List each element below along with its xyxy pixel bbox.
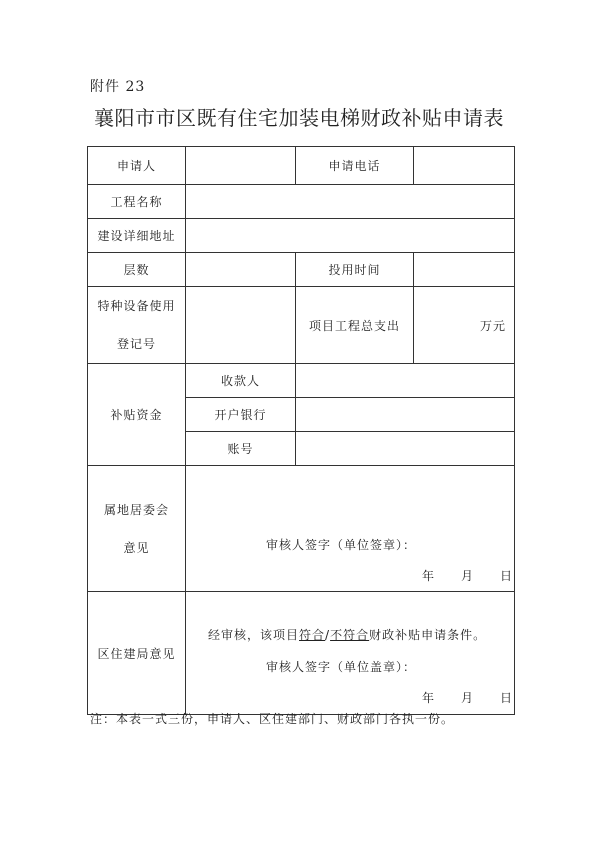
district-date-line: 年 月 日 [422,691,514,705]
review-suffix: 财政补贴申请条件。 [369,628,487,642]
equipment-registration-label [88,287,186,364]
district-signature-line: 审核人签字（单位盖章）： [266,660,417,674]
review-option-qualified[interactable]: 符合 [299,628,326,642]
total-cost-unit: 万元 [479,318,506,333]
district-review-statement [208,626,486,643]
district-opinion-field[interactable] [186,592,515,715]
floors-label: 层数 [88,253,186,287]
project-name-field[interactable] [186,185,515,219]
community-opinion-label [88,466,186,592]
applicant-label: 申请人 [88,147,186,185]
community-opinion-field[interactable] [186,466,515,592]
review-option-unqualified[interactable]: 不符合 [330,628,370,642]
account-field[interactable] [296,432,515,466]
total-cost-label: 项目工程总支出 [296,287,414,364]
payee-label: 收款人 [186,364,296,398]
project-name-label: 工程名称 [88,185,186,219]
form-title: 襄阳市市区既有住宅加装电梯财政补贴申请表 [94,106,504,130]
payee-field[interactable] [296,364,515,398]
subsidy-label: 补贴资金 [88,364,186,466]
in-use-time-field[interactable] [414,253,515,287]
district-opinion-label: 区住建局意见 [88,592,186,715]
community-date-line: 年 月 日 [422,569,514,583]
bank-field[interactable] [296,398,515,432]
address-field[interactable] [186,219,515,253]
in-use-time-label: 投用时间 [296,253,414,287]
equipment-registration-field[interactable] [186,287,296,364]
community-signature-line: 审核人签字（单位签章）： [266,538,417,552]
equipment-registration-label-line2: 登记号 [116,337,156,351]
phone-field[interactable] [414,147,515,185]
phone-label: 申请电话 [296,147,414,185]
address-label: 建设详细地址 [88,219,186,253]
floors-field[interactable] [186,253,296,287]
footnote: 注：本表一式三份，申请人、区住建部门、财政部门各执一份。 [90,712,455,726]
community-opinion-label-line1: 属地居委会 [103,502,169,517]
review-option-separator: / [325,628,331,642]
review-prefix: 经审核，该项目 [208,628,300,642]
total-cost-field[interactable] [414,287,515,364]
subsidy-application-form [87,146,515,715]
account-label: 账号 [186,432,296,466]
equipment-registration-label-line1: 特种设备使用 [97,299,176,313]
applicant-field[interactable] [186,147,296,185]
community-opinion-label-line2: 意见 [123,540,150,555]
bank-label: 开户银行 [186,398,296,432]
attachment-number: 附件 23 [90,79,146,95]
